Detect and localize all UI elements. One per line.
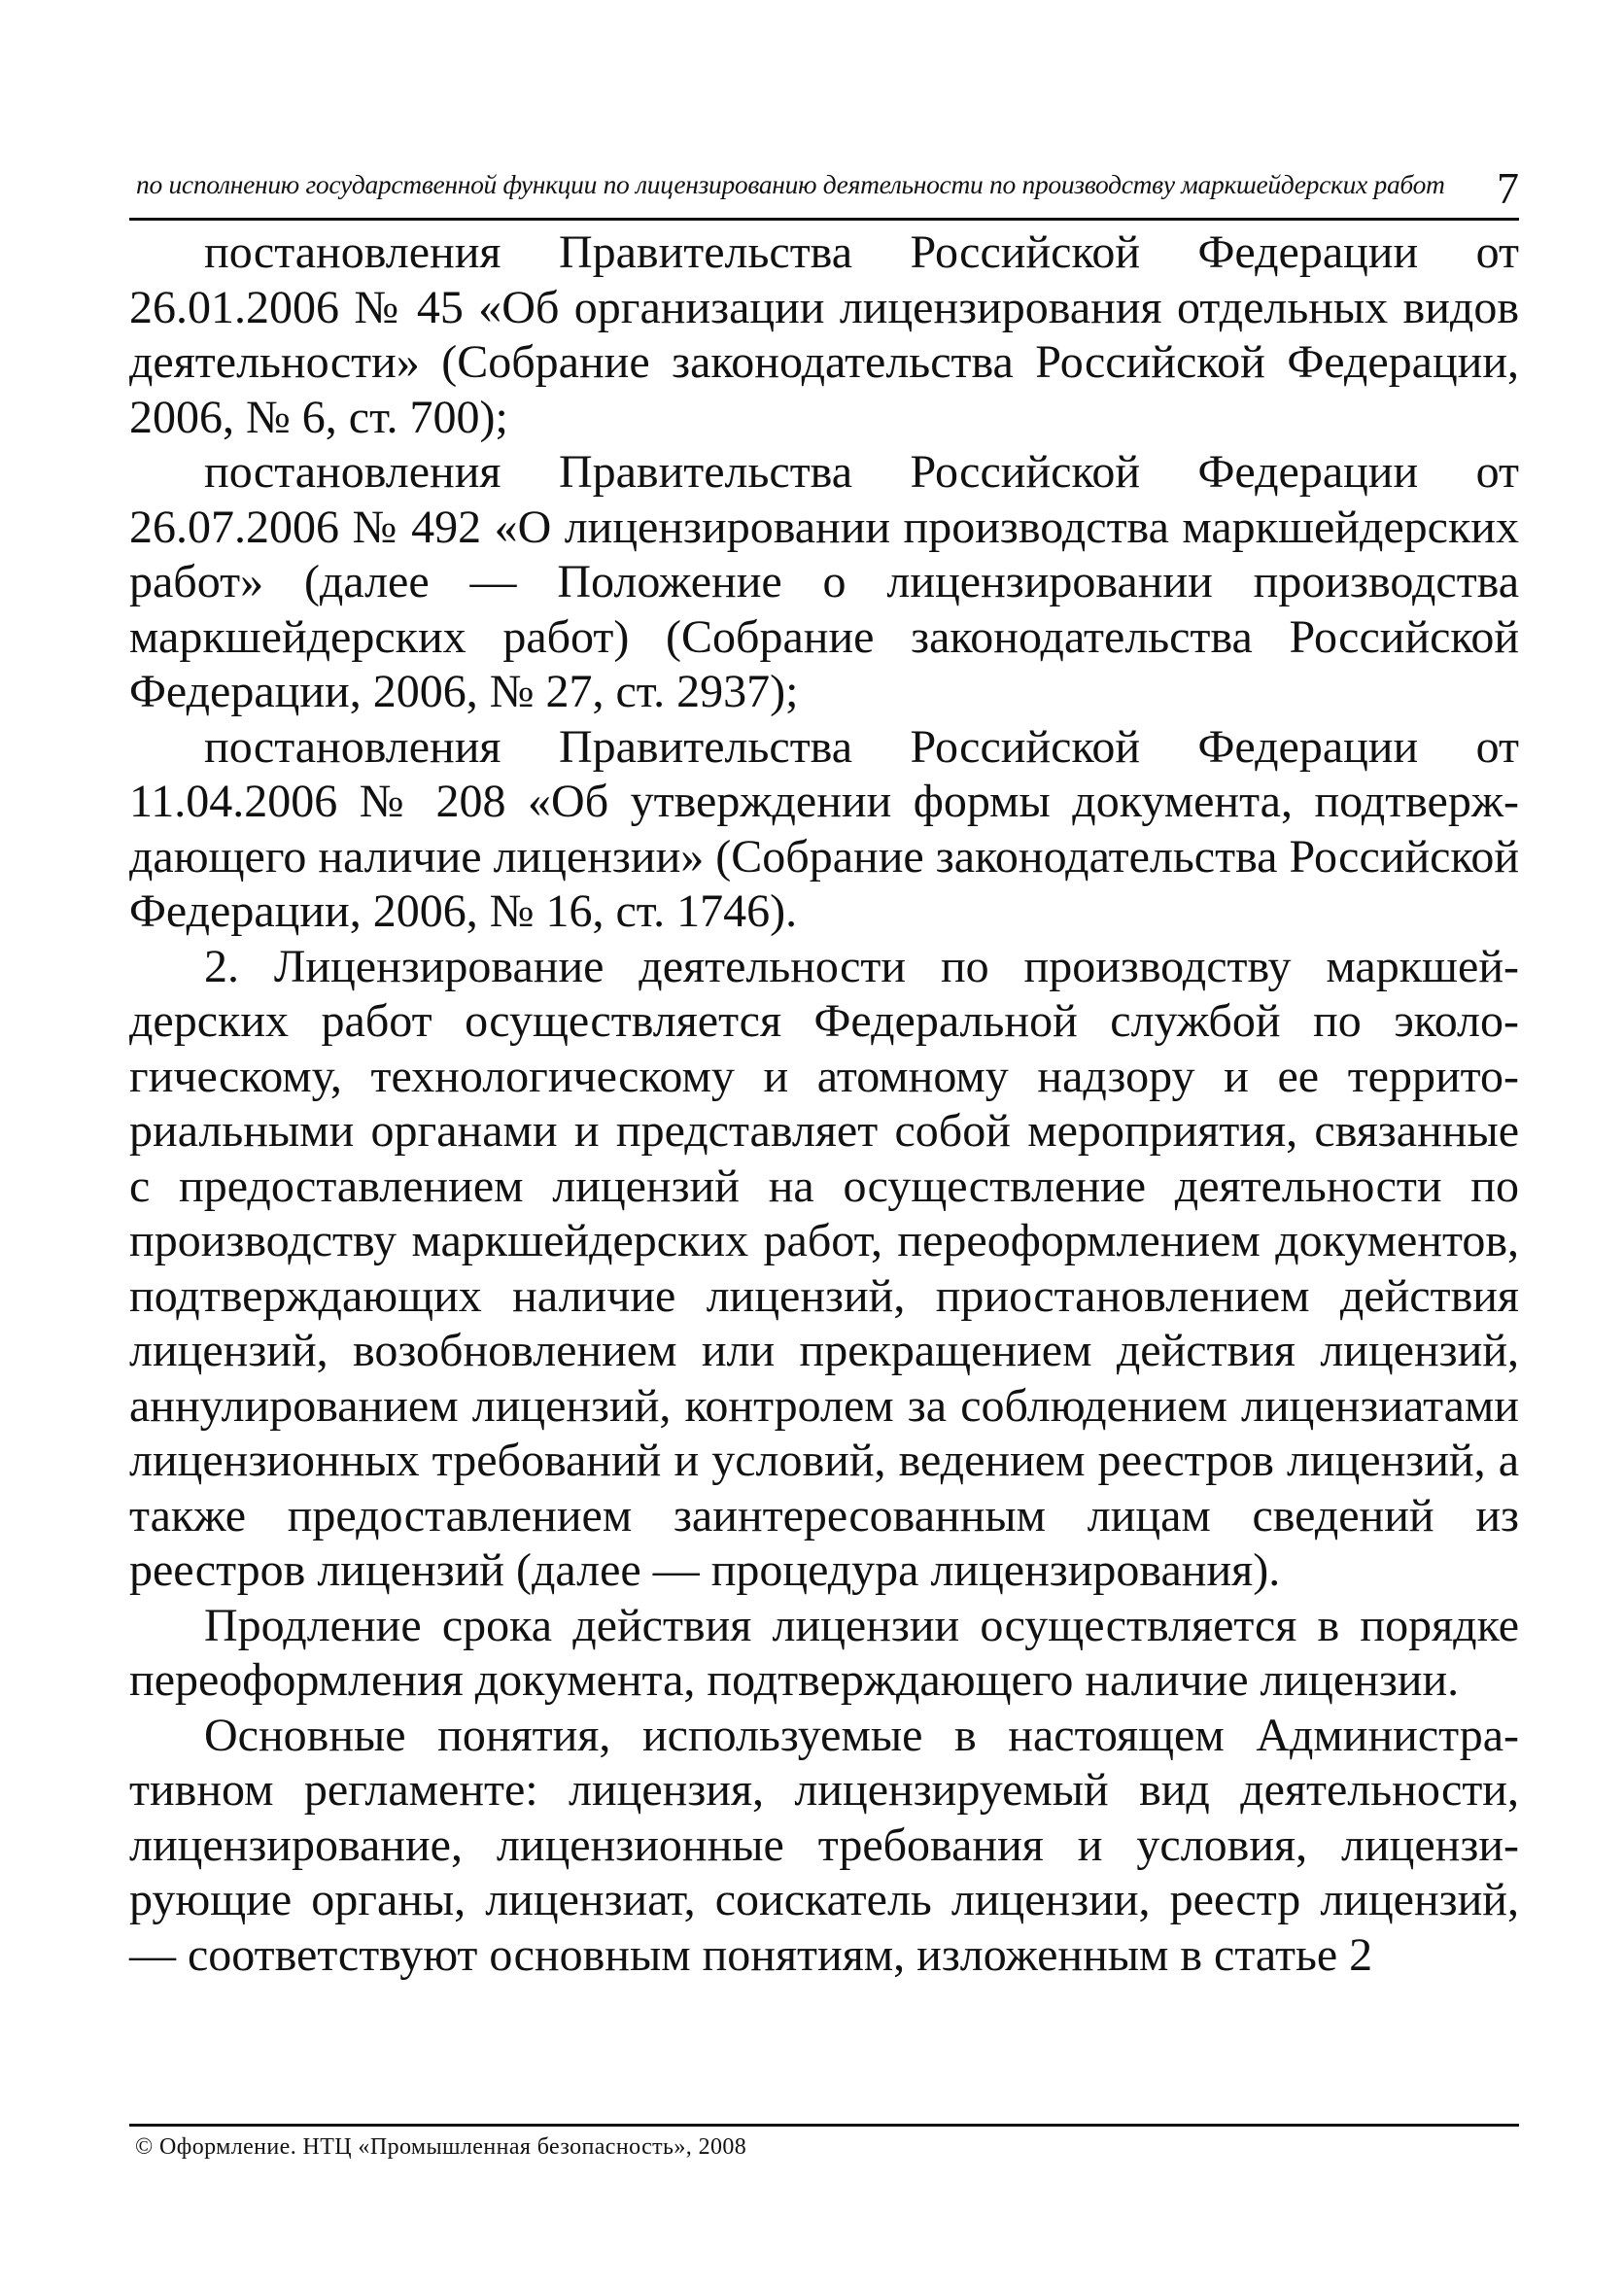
running-header-title: по исполнению государственной функции по лицензированию деятельности по производству маркшейдерских работ bbox=[136, 169, 1445, 199]
copyright-notice: © Оформление. НТЦ «Промышленная безопасность», 2008 bbox=[135, 2134, 747, 2160]
paragraph-basic-concepts: Основные понятия, используемые в настоящем Административном регламенте: лицензия, лицензируемый вид деятельности, лицензирование, лицензионные требования и условия, лицензирующие органы, лицензиат, соискатель лицензии, реестр лицензий, — соответствуют основным понятиям, изложенным в статье 2 bbox=[129, 1709, 1519, 1981]
page-footer bbox=[129, 2124, 1519, 2161]
paragraph-decree-208: постановления Правительства Российской Федерации от 11.04.2006 № 208 «Об утверждении формы документа, подтверждающего наличие лицензии» (Собрание законодательства Российской Федерации, 2006, № 16, ст. 1746). bbox=[129, 720, 1519, 937]
running-header bbox=[129, 161, 1519, 221]
page-number: 7 bbox=[1497, 163, 1519, 213]
page-body bbox=[129, 225, 1519, 1983]
paragraph-license-extension: Продление срока действия лицензии осуществляется в порядке переоформления документа, подтверждающего наличие лицензии. bbox=[129, 1599, 1519, 1706]
paragraph-section-2: 2. Лицензирование деятельности по производству маркшейдерских работ осуществляется Федеральной службой по экологическому, технологическому и атомному надзору и ее территориальными органами и представляет собой мероприятия, связанные с предоставлением лицензий на осуществление деятельности по производству маркшейдерских работ, переоформлением документов, подтверждающих наличие лицензий, приостановлением действия лицензий, возобновлением или прекращением действия лицензий, аннулированием лицензий, контролем за соблюдением лицензиатами лицензионных требований и условий, ведением реестров лицензий, а также предоставлением заинтересованным лицам сведений из реестров лицензий (далее — процедура лицензирования). bbox=[129, 940, 1519, 1596]
paragraph-decree-492: постановления Правительства Российской Федерации от 26.07.2006 № 492 «О лицензировании производства маркшейдерских работ» (далее — Положение о лицензировании производства маркшейдерских работ) (Собрание законодательства Российской Федерации, 2006, № 27, ст. 2937); bbox=[129, 446, 1519, 717]
paragraph-decree-45: постановления Правительства Российской Федерации от 26.01.2006 № 45 «Об организации лицензирования отдельных видов деятельности» (Собрание законодательства Российской Федерации, 2006, № 6, ст. 700); bbox=[129, 226, 1519, 443]
